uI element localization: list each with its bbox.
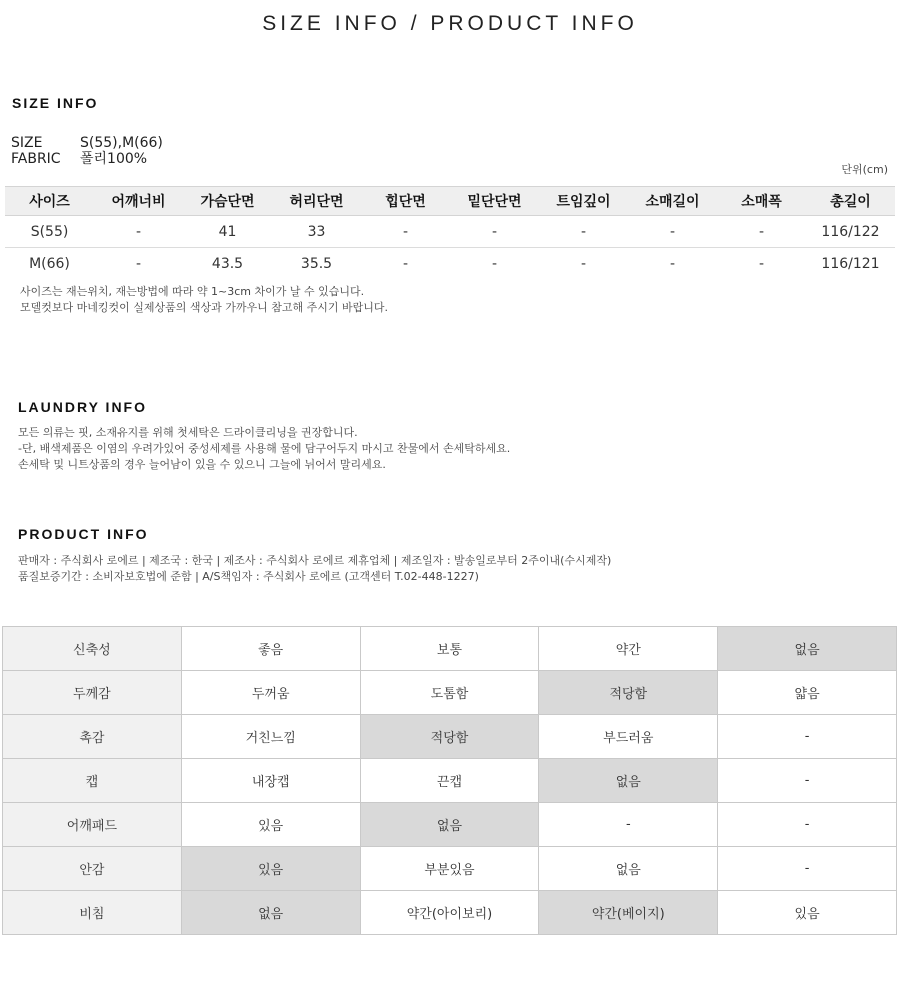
feel-option: 두꺼움 — [181, 671, 360, 715]
column-header: 가슴단면 — [183, 187, 272, 216]
table-cell: 41 — [183, 216, 272, 248]
table-cell: 33 — [272, 216, 361, 248]
table-cell: - — [361, 216, 450, 248]
feel-row — [3, 847, 897, 891]
table-cell: - — [450, 216, 539, 248]
size-table — [5, 186, 895, 280]
column-header: 허리단면 — [272, 187, 361, 216]
table-cell: 116/121 — [821, 255, 880, 272]
fabric-label: FABRIC — [11, 151, 61, 167]
feel-option: 없음 — [181, 891, 360, 935]
unit-label: 단위(cm) — [841, 163, 888, 176]
table-row — [5, 216, 895, 248]
feel-row-label: 비침 — [3, 891, 182, 935]
feel-option: - — [718, 803, 897, 847]
table-row — [5, 248, 895, 280]
feel-option: 보통 — [360, 627, 539, 671]
size-label: SIZE — [11, 135, 43, 151]
feel-row — [3, 759, 897, 803]
size-value: S(55),M(66) — [80, 135, 163, 151]
feel-row — [3, 891, 897, 935]
feel-option: 있음 — [181, 803, 360, 847]
feel-option: 부분있음 — [360, 847, 539, 891]
feel-option: 없음 — [539, 759, 718, 803]
feel-option: - — [718, 715, 897, 759]
laundry-line: -단, 배색제품은 이염의 우려가있어 중성세제를 사용해 물에 담구어두지 마시고 찬물에서 손세탁하세요. — [18, 442, 511, 455]
feel-option: 얇음 — [718, 671, 897, 715]
feel-row — [3, 715, 897, 759]
feel-row — [3, 671, 897, 715]
feel-option: 적당함 — [539, 671, 718, 715]
column-header: 사이즈 — [5, 187, 94, 216]
product-notes — [18, 553, 611, 585]
column-header: 어깨너비 — [94, 187, 183, 216]
feel-option: 도톰함 — [360, 671, 539, 715]
table-cell: - — [94, 216, 183, 248]
feel-option: 끈캡 — [360, 759, 539, 803]
feel-option: 없음 — [718, 627, 897, 671]
laundry-line: 모든 의류는 핏, 소재유지를 위해 첫세탁은 드라이클리닝을 권장합니다. — [18, 426, 358, 439]
table-cell: - — [491, 255, 498, 272]
size-note: 사이즈는 재는위치, 재는방법에 따라 약 1~3cm 차이가 날 수 있습니다. — [20, 285, 365, 298]
table-cell: 116/122 — [806, 216, 895, 248]
feel-option: 내장캡 — [181, 759, 360, 803]
feel-option: 약간(베이지) — [539, 891, 718, 935]
feel-row-label: 두께감 — [3, 671, 182, 715]
product-line: 품질보증기간 : 소비자보호법에 준함 | A/S책임자 : 주식회사 로에르 (고객센터 T.02-448-1227) — [18, 570, 479, 583]
column-header: 힙단면 — [361, 187, 450, 216]
table-cell: - — [628, 216, 717, 248]
laundry-notes — [18, 425, 510, 473]
size-notes — [20, 284, 388, 316]
fabric-value: 폴리100% — [80, 151, 148, 167]
table-cell: - — [758, 255, 765, 272]
table-cell: S(55) — [5, 216, 94, 248]
table-cell: M(66) — [29, 255, 70, 272]
table-cell: 35.5 — [300, 255, 333, 272]
laundry-line: 손세탁 및 니트상품의 경우 늘어남이 있을 수 있으니 그늘에 뉘어서 말리세요. — [18, 458, 386, 471]
fabric-feel-table — [2, 626, 897, 935]
feel-row-label: 신축성 — [3, 627, 182, 671]
feel-option: 좋음 — [181, 627, 360, 671]
table-cell: - — [669, 255, 676, 272]
feel-row-label: 촉감 — [3, 715, 182, 759]
feel-option: 없음 — [539, 847, 718, 891]
column-header: 총길이 — [806, 187, 895, 216]
feel-option: 부드러움 — [539, 715, 718, 759]
size-info-heading: SIZE INFO — [12, 95, 99, 111]
fabric-spec-row — [11, 151, 147, 167]
table-cell: - — [717, 216, 806, 248]
size-spec-row — [11, 135, 163, 151]
feel-option: - — [539, 803, 718, 847]
feel-option: 있음 — [718, 891, 897, 935]
table-cell: - — [539, 216, 628, 248]
feel-option: 거친느낌 — [181, 715, 360, 759]
size-note: 모델컷보다 마네킹컷이 실제상품의 색상과 가까우니 참고해 주시기 바랍니다. — [20, 301, 389, 314]
feel-option: 약간(아이보리) — [360, 891, 539, 935]
column-header: 밑단단면 — [450, 187, 539, 216]
feel-row-label: 어깨패드 — [3, 803, 182, 847]
feel-option: 없음 — [360, 803, 539, 847]
feel-row — [3, 803, 897, 847]
size-table-header — [5, 187, 895, 216]
product-info-heading: PRODUCT INFO — [18, 526, 149, 542]
feel-row-label: 안감 — [3, 847, 182, 891]
laundry-info-heading: LAUNDRY INFO — [18, 399, 147, 415]
column-header: 소매길이 — [628, 187, 717, 216]
feel-option: 적당함 — [360, 715, 539, 759]
feel-option: - — [718, 847, 897, 891]
page-title: SIZE INFO / PRODUCT INFO — [262, 12, 638, 35]
table-cell: 43.5 — [211, 255, 244, 272]
feel-option: 약간 — [539, 627, 718, 671]
feel-row — [3, 627, 897, 671]
feel-option: 있음 — [181, 847, 360, 891]
feel-row-label: 캡 — [3, 759, 182, 803]
product-line: 판매자 : 주식회사 로에르 | 제조국 : 한국 | 제조사 : 주식회사 로에르 제휴업체 | 제조일자 : 발송일로부터 2주이내(수시제작) — [18, 554, 612, 567]
table-cell: - — [580, 255, 587, 272]
column-header: 소매폭 — [717, 187, 806, 216]
table-cell: - — [402, 255, 409, 272]
feel-option: - — [718, 759, 897, 803]
column-header: 트임깊이 — [539, 187, 628, 216]
table-cell: - — [135, 255, 142, 272]
